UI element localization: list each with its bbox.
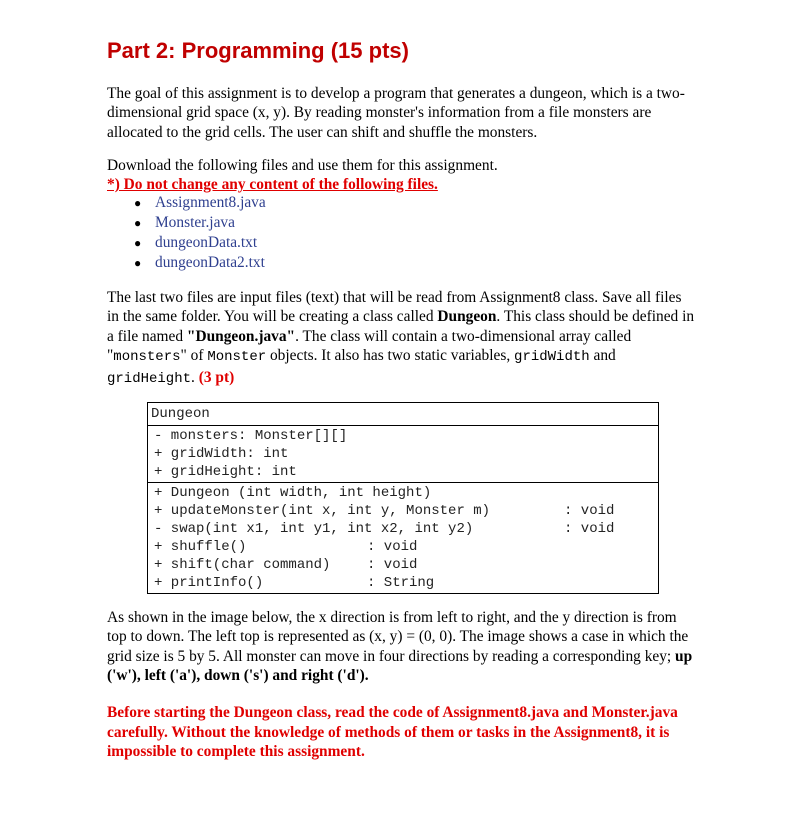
method-return-type: : void — [564, 521, 615, 537]
warning-line — [107, 175, 697, 194]
method-return-type: : void — [564, 503, 615, 519]
bullet-icon: ● — [134, 216, 142, 230]
method-signature: + printInfo() — [154, 575, 264, 591]
file-item — [107, 233, 266, 253]
bullet-icon: ● — [134, 256, 142, 270]
file-name: dungeonData2.txt — [155, 254, 265, 271]
variable-name: gridHeight — [107, 370, 192, 387]
description-paragraph — [107, 288, 697, 389]
directions-paragraph — [107, 608, 697, 686]
file-name: dungeonData.txt — [155, 234, 258, 251]
uml-field: + gridWidth: int — [154, 446, 289, 462]
warning-text: *) Do not change any content of the following files. — [107, 176, 438, 193]
desc-text: The last two files are input files (text) that will be read from Assignment8 class. Save all files in the same folder. You will be creating a class called — [107, 289, 682, 326]
file-item — [107, 193, 266, 213]
desc-text: and — [589, 347, 616, 365]
intro-paragraph: The goal of this assignment is to develop a program that generates a dungeon, which is a two-dimensional grid space (x, y). By reading monster's information from a file monsters are allocated to the grid cells. The user can shift and shuffle the monsters. — [107, 85, 685, 141]
desc-text: . The class will contain a two-dimensional array called " — [107, 327, 632, 365]
uml-method — [154, 538, 658, 556]
uml-method — [154, 556, 658, 574]
desc-text: . — [191, 368, 199, 386]
file-name-bold: "Dungeon.java" — [186, 327, 296, 345]
file-list — [107, 193, 266, 273]
uml-class-name-section — [148, 403, 658, 425]
uml-field: - monsters: Monster[][] — [154, 428, 348, 444]
type-name: Monster — [207, 349, 267, 366]
method-signature: - swap(int x1, int y1, int x2, int y2) — [154, 521, 474, 537]
uml-class-diagram — [147, 402, 659, 594]
method-signature: + updateMonster(int x, int y, Monster m) — [154, 503, 491, 519]
section-title: Part 2: Programming (15 pts) — [107, 38, 409, 63]
file-item — [107, 253, 266, 273]
uml-class-name: Dungeon — [151, 406, 210, 422]
desc-text: . This class should be defined in a file named — [107, 308, 695, 345]
method-return-type: : String — [367, 575, 435, 591]
bullet-icon: ● — [134, 196, 142, 210]
file-item — [107, 213, 266, 233]
uml-fields-section — [148, 425, 658, 482]
bullet-icon: ● — [134, 236, 142, 250]
file-name: Monster.java — [155, 214, 235, 231]
variable-name: gridWidth — [514, 349, 590, 366]
download-instruction: Download the following files and use them for this assignment. — [107, 157, 498, 174]
uml-method — [154, 520, 658, 538]
method-return-type: : void — [367, 557, 418, 573]
final-note: Before starting the Dungeon class, read the code of Assignment8.java and Monster.java carefully. Without the knowledge of methods of them or tasks in the Assignment8, it is impossible to complete this assignment. — [107, 704, 678, 761]
class-name: Dungeon — [437, 308, 497, 326]
desc-text: " of — [180, 347, 208, 365]
uml-methods-section — [148, 482, 658, 593]
method-signature: + shuffle() — [154, 539, 247, 555]
uml-field: + gridHeight: int — [154, 464, 297, 480]
uml-method — [154, 574, 658, 592]
directions-text: As shown in the image below, the x direction is from left to right, and the y direction is from top to down. The left top is represented as (x, y) = (0, 0). The image shows a case in which the grid size is 5 by 5. All monster can move in four directions by reading a corresponding key; — [107, 609, 689, 665]
uml-method — [154, 484, 658, 502]
method-signature: + shift(char command) — [154, 557, 331, 573]
uml-method — [154, 502, 658, 520]
array-name: monsters — [113, 349, 181, 366]
desc-text: objects. It also has two static variables, — [266, 347, 515, 365]
points-label: (3 pt) — [198, 368, 235, 386]
method-signature: + Dungeon (int width, int height) — [154, 485, 432, 501]
direction-keys: up ('w'), left ('a'), down ('s') and right ('d'). — [107, 647, 693, 685]
method-return-type: : void — [367, 539, 418, 555]
file-name: Assignment8.java — [155, 194, 266, 211]
